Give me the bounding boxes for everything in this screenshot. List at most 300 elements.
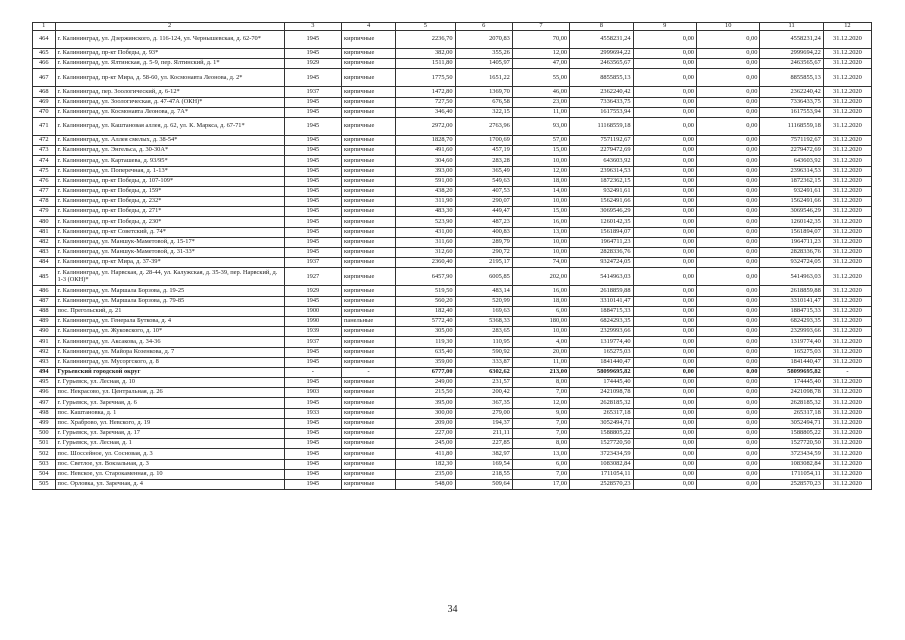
table-cell: 31.12.2020 [823,268,871,286]
table-cell: 495 [33,378,56,388]
table-cell: 3310141,47 [760,296,823,306]
table-cell: 1617553,94 [570,107,633,117]
table-cell: 3052494,71 [570,418,633,428]
table-row [33,429,872,439]
table-cell: 1945 [284,186,341,196]
table-cell: пос. Каштановка, д. 1 [55,408,284,418]
table-cell: 2828336,76 [760,248,823,258]
table-cell: 2763,96 [455,117,512,135]
table-cell: 312,60 [396,248,455,258]
table-cell: 55,00 [512,69,569,87]
header-cell: 3 [284,23,341,31]
table-cell: 10,00 [512,327,569,337]
table-row [33,197,872,207]
table-cell: 7336433,75 [760,97,823,107]
table-cell: 31.12.2020 [823,429,871,439]
table-cell: 1083082,84 [570,459,633,469]
table-cell: 0,00 [696,398,759,408]
table-cell: г. Калининград, ул. Нарвская, д. 28-44, ул. Калужская, д. 35-39, пер. Нарвский, д. 1-3 (ОКН)* [55,268,284,286]
table-cell: 1945 [284,166,341,176]
table-row [33,59,872,69]
table-cell: 0,00 [633,479,696,489]
table-cell: 0,00 [633,248,696,258]
table-cell: 182,30 [396,459,455,469]
table-cell: г. Калининград, ул. Ялтинская, д. 5-9, пер. Ялтинский, д. 1* [55,59,284,69]
table-cell: 548,00 [396,479,455,489]
header-cell: 8 [570,23,633,31]
table-cell: 407,53 [455,186,512,196]
table-cell: 2421098,78 [760,388,823,398]
table-cell: 165275,03 [570,347,633,357]
table-cell: 2618859,88 [760,286,823,296]
table-cell: 475 [33,166,56,176]
table-cell: 560,20 [396,296,455,306]
table-cell: - [823,367,871,377]
table-cell: 0,00 [633,186,696,196]
table-cell: 477 [33,186,56,196]
table-cell: 1711054,11 [570,469,633,479]
table-cell: кирпичные [341,49,395,59]
table-cell: кирпичные [341,227,395,237]
table-cell: 483,30 [396,207,455,217]
table-cell: 1319774,40 [570,337,633,347]
table-cell: 0,00 [633,429,696,439]
table-cell: пос. Светлое, ул. Вокзальная, д. 3 [55,459,284,469]
table-cell: г. Калининград, пр-кт Победы, д. 159* [55,186,284,196]
table-cell: 474 [33,156,56,166]
table-cell: 8,00 [512,378,569,388]
header-cell: 9 [633,23,696,31]
table-row [33,49,872,59]
table-cell: 367,35 [455,398,512,408]
table-row [33,31,872,49]
table-cell: 1945 [284,207,341,217]
table-cell: 509,64 [455,479,512,489]
table-cell: 1617553,94 [760,107,823,117]
table-cell: 2279472,69 [570,146,633,156]
table-row [33,367,872,377]
table-cell: 213,00 [512,367,569,377]
table-cell: 245,00 [396,439,455,449]
table-cell: 643603,92 [760,156,823,166]
table-cell: кирпичные [341,166,395,176]
table-cell: 492 [33,347,56,357]
table-cell: 265317,18 [760,408,823,418]
table-cell: кирпичные [341,429,395,439]
table-cell: 3723434,59 [760,449,823,459]
table-cell: 31.12.2020 [823,449,871,459]
table-cell: 1562491,66 [570,197,633,207]
table-cell: 265317,18 [570,408,633,418]
table-cell: 8,00 [512,439,569,449]
table-cell: 727,50 [396,97,455,107]
table-cell: г. Калининград, пр-кт Победы, д. 271* [55,207,284,217]
table-cell: 0,00 [633,388,696,398]
table-cell: 2070,83 [455,31,512,49]
table-cell: 10,00 [512,237,569,247]
table-cell: 9324724,05 [760,258,823,268]
table-cell: 485 [33,268,56,286]
table-row [33,248,872,258]
table-cell: 486 [33,286,56,296]
table-cell: 31.12.2020 [823,439,871,449]
table-cell: 0,00 [696,449,759,459]
table-cell: кирпичные [341,176,395,186]
table-cell: 31.12.2020 [823,357,871,367]
table-cell: 484 [33,258,56,268]
table-cell: 74,00 [512,258,569,268]
table-cell: 479 [33,207,56,217]
table-cell: 0,00 [633,418,696,428]
table-cell: 1828,70 [396,135,455,145]
table-cell: пос. Храброво, ул. Невского, д. 19 [55,418,284,428]
table-cell: 289,79 [455,237,512,247]
table-cell: 3052494,71 [760,418,823,428]
table-cell: 0,00 [633,237,696,247]
header-cell: 6 [455,23,512,31]
table-cell: 31.12.2020 [823,388,871,398]
table-cell: кирпичные [341,117,395,135]
table-cell: 31.12.2020 [823,49,871,59]
table-cell: кирпичные [341,156,395,166]
table-cell: 0,00 [696,59,759,69]
table-cell: 2362240,42 [760,87,823,97]
table-cell: 0,00 [696,69,759,87]
table-cell: 3069546,29 [760,207,823,217]
table-cell: 0,00 [633,69,696,87]
table-cell: г. Калининград, пр-кт Победы, д. 93* [55,49,284,59]
table-cell: 1945 [284,176,341,186]
table-row [33,388,872,398]
table-cell: 6,00 [512,459,569,469]
table-cell: 1369,70 [455,87,512,97]
header-cell: 2 [55,23,284,31]
table-cell: 31.12.2020 [823,197,871,207]
header-cell: 12 [823,23,871,31]
table-cell: Гурьевский городской округ [55,367,284,377]
table-row [33,166,872,176]
table-cell: 0,00 [696,316,759,326]
header-cell: 5 [396,23,455,31]
table-cell: 0,00 [633,398,696,408]
table-cell: 10,00 [512,248,569,258]
table-cell: 180,00 [512,316,569,326]
table-cell: 194,37 [455,418,512,428]
table-cell: 0,00 [633,197,696,207]
table-cell: 1711054,11 [760,469,823,479]
table-cell: 0,00 [696,117,759,135]
table-cell: 0,00 [633,156,696,166]
table-cell: пос. Шоссейное, ул. Сосновая, д. 3 [55,449,284,459]
table-cell: 932491,61 [570,186,633,196]
table-cell: кирпичные [341,388,395,398]
table-cell: 490 [33,327,56,337]
table-cell: 0,00 [633,337,696,347]
housing-table [32,22,872,490]
table-cell: 483,14 [455,286,512,296]
table-cell: 0,00 [633,49,696,59]
table-cell: 1260142,35 [570,217,633,227]
table-cell: 2236,70 [396,31,455,49]
table-cell: 31.12.2020 [823,459,871,469]
table-cell: 0,00 [696,429,759,439]
table-cell: 0,00 [696,166,759,176]
table-row [33,316,872,326]
table-cell: 520,99 [455,296,512,306]
table-cell: 174445,40 [570,378,633,388]
table-cell: 0,00 [696,367,759,377]
table-cell: 12,00 [512,166,569,176]
table-cell: кирпичные [341,439,395,449]
table-cell: 0,00 [696,378,759,388]
table-cell: 7571192,67 [570,135,633,145]
table-cell: 499 [33,418,56,428]
table-cell: 0,00 [633,347,696,357]
table-cell: 489 [33,316,56,326]
table-cell: 31.12.2020 [823,306,871,316]
table-cell: 467 [33,69,56,87]
table-cell: 93,00 [512,117,569,135]
table-cell: 31.12.2020 [823,31,871,49]
table-cell: 3069546,29 [570,207,633,217]
table-cell: 483 [33,248,56,258]
table-cell: 0,00 [696,156,759,166]
table-cell: 0,00 [696,258,759,268]
table-cell: 473 [33,146,56,156]
table-cell: г. Калининград, ул. Поперечная, д. 1-13* [55,166,284,176]
table-cell: 0,00 [696,207,759,217]
table-row [33,306,872,316]
table-cell: 290,72 [455,248,512,258]
table-cell: 31.12.2020 [823,296,871,306]
table-cell: 496 [33,388,56,398]
table-cell: кирпичные [341,59,395,69]
table-cell: 7,00 [512,418,569,428]
table-cell: 8855855,13 [760,69,823,87]
table-cell: 31.12.2020 [823,398,871,408]
table-cell: 501 [33,439,56,449]
table-cell: кирпичные [341,207,395,217]
table-cell: г. Калининград, ул. Энгельса, д. 30-30А* [55,146,284,156]
table-cell: 2628185,32 [760,398,823,408]
header-row [33,23,872,31]
table-cell: 491,60 [396,146,455,156]
table-cell: кирпичные [341,87,395,97]
table-cell: 31.12.2020 [823,107,871,117]
table-cell: 0,00 [696,176,759,186]
table-cell: 0,00 [633,327,696,337]
table-cell: 0,00 [696,439,759,449]
header-cell: 11 [760,23,823,31]
table-row [33,227,872,237]
table-cell: 431,00 [396,227,455,237]
table-cell: 590,92 [455,347,512,357]
table-cell: кирпичные [341,347,395,357]
table-cell: 0,00 [633,97,696,107]
table-cell: 1945 [284,197,341,207]
table-cell: 13,00 [512,449,569,459]
table-row [33,337,872,347]
table-cell: г. Гурьевск, ул. Лесная, д. 10 [55,378,284,388]
table-cell: кирпичные [341,217,395,227]
header-cell: 7 [512,23,569,31]
table-cell: 2396314,53 [760,166,823,176]
table-cell: панельные [341,316,395,326]
table-cell: 457,19 [455,146,512,156]
table-cell: 0,00 [696,327,759,337]
table-cell: 5414963,03 [570,268,633,286]
table-cell: 1405,97 [455,59,512,69]
table-cell: 31.12.2020 [823,217,871,227]
table-cell: 0,00 [696,388,759,398]
table-cell: 7,00 [512,469,569,479]
table-cell: 1939 [284,327,341,337]
table-cell: 0,00 [696,459,759,469]
table-cell: 1511,80 [396,59,455,69]
table-cell: 0,00 [696,49,759,59]
table-cell: 469 [33,97,56,107]
table-cell: 1527720,50 [760,439,823,449]
table-cell: 5414963,03 [760,268,823,286]
table-cell: 58099695,82 [570,367,633,377]
table-cell: 1937 [284,337,341,347]
table-cell: 31.12.2020 [823,347,871,357]
table-cell: 1945 [284,31,341,49]
table-cell: 0,00 [633,87,696,97]
table-cell: 31.12.2020 [823,237,871,247]
table-cell: 1588805,22 [570,429,633,439]
table-cell: г. Калининград, ул. Маншук-Маметовой, д. 15-17* [55,237,284,247]
table-cell: 169,63 [455,306,512,316]
table-cell: 1929 [284,59,341,69]
table-row [33,347,872,357]
table-cell: кирпичные [341,479,395,489]
table-cell: 31.12.2020 [823,156,871,166]
table-cell: кирпичные [341,237,395,247]
table-row [33,479,872,489]
table-row [33,87,872,97]
table-cell: 676,58 [455,97,512,107]
table-cell: 12,00 [512,398,569,408]
table-cell: 1872362,15 [570,176,633,186]
table-cell: 8855855,13 [570,69,633,87]
table-row [33,378,872,388]
table-cell: кирпичные [341,459,395,469]
table-cell: кирпичные [341,418,395,428]
table-cell: 549,63 [455,176,512,186]
table-cell: 169,54 [455,459,512,469]
table-cell: 523,90 [396,217,455,227]
table-cell: кирпичные [341,248,395,258]
table-cell: 1945 [284,347,341,357]
table-cell: 1990 [284,316,341,326]
table-cell: 211,11 [455,429,512,439]
table-cell: 1964711,23 [760,237,823,247]
table-cell: 202,00 [512,268,569,286]
table-cell: 1945 [284,49,341,59]
table-cell: г. Калининград, ул. Жуковского, д. 10* [55,327,284,337]
table-cell: 1937 [284,258,341,268]
table-cell: 505 [33,479,56,489]
table-cell: 11,00 [512,357,569,367]
table-cell: г. Калининград, ул. Дзержинского, д. 116-124, ул. Чернышевская, д. 62-70* [55,31,284,49]
table-cell: кирпичные [341,327,395,337]
table-cell: 7,00 [512,388,569,398]
table-cell: 519,50 [396,286,455,296]
table-cell: 491 [33,337,56,347]
table-cell: г. Калининград, ул. Майора Козенкова, д. 7 [55,347,284,357]
table-cell: 0,00 [696,337,759,347]
table-cell: 0,00 [696,296,759,306]
table-cell: пос. Некрасово, ул. Центральная, д. 26 [55,388,284,398]
table-cell: г. Калининград, ул. Мусоргского, д. 8 [55,357,284,367]
table-cell: г. Гурьевск, ул. Заречная, д. 17 [55,429,284,439]
table-cell: 2628185,32 [570,398,633,408]
table-cell: 1945 [284,479,341,489]
table-cell: 174445,40 [760,378,823,388]
table-cell: 932491,61 [760,186,823,196]
table-cell: 31.12.2020 [823,207,871,217]
table-cell: 6777,00 [396,367,455,377]
table-cell: 2463565,67 [760,59,823,69]
table-cell: г. Калининград, ул. Космонавта Леонова, д. 7А* [55,107,284,117]
table-cell: 1927 [284,268,341,286]
table-cell: 0,00 [633,459,696,469]
table-cell: кирпичные [341,135,395,145]
table-cell: г. Калининград, ул. Зоологическая, д. 47-47А (ОКН)* [55,97,284,107]
table-cell: 18,00 [512,296,569,306]
table-cell: 1933 [284,408,341,418]
table-cell: 1929 [284,286,341,296]
table-cell: пос. Орловка, ул. Заречная, д. 4 [55,479,284,489]
table-cell: 1945 [284,146,341,156]
table-cell: 31.12.2020 [823,327,871,337]
table-cell: - [341,367,395,377]
table-cell: 468 [33,87,56,97]
table-cell: 1472,80 [396,87,455,97]
table-row [33,156,872,166]
table-cell: 1527720,50 [570,439,633,449]
table-cell: 231,57 [455,378,512,388]
table-cell: 7336433,75 [570,97,633,107]
table-cell: 1562491,66 [760,197,823,207]
table-cell: 304,60 [396,156,455,166]
table-cell: 15,00 [512,207,569,217]
table-cell: 227,85 [455,439,512,449]
table-row [33,69,872,87]
table-cell: 249,00 [396,378,455,388]
table-cell: 1945 [284,156,341,166]
table-cell: 0,00 [696,357,759,367]
table-cell: 497 [33,398,56,408]
table-cell: 635,40 [396,347,455,357]
table-cell: 1319774,40 [760,337,823,347]
table-cell: 1561894,07 [570,227,633,237]
table-cell: 1083082,84 [760,459,823,469]
table-cell: 311,90 [396,197,455,207]
table-cell: пос. Невское, ул. Старокаменная, д. 10 [55,469,284,479]
table-cell: 470 [33,107,56,117]
table-cell: кирпичные [341,31,395,49]
table-cell: 1964711,23 [570,237,633,247]
table-row [33,408,872,418]
table-cell: 31.12.2020 [823,408,871,418]
table-cell: 359,00 [396,357,455,367]
table-cell: 643603,92 [570,156,633,166]
table-cell: 478 [33,197,56,207]
header-cell: 1 [33,23,56,31]
table-cell: 0,00 [633,59,696,69]
